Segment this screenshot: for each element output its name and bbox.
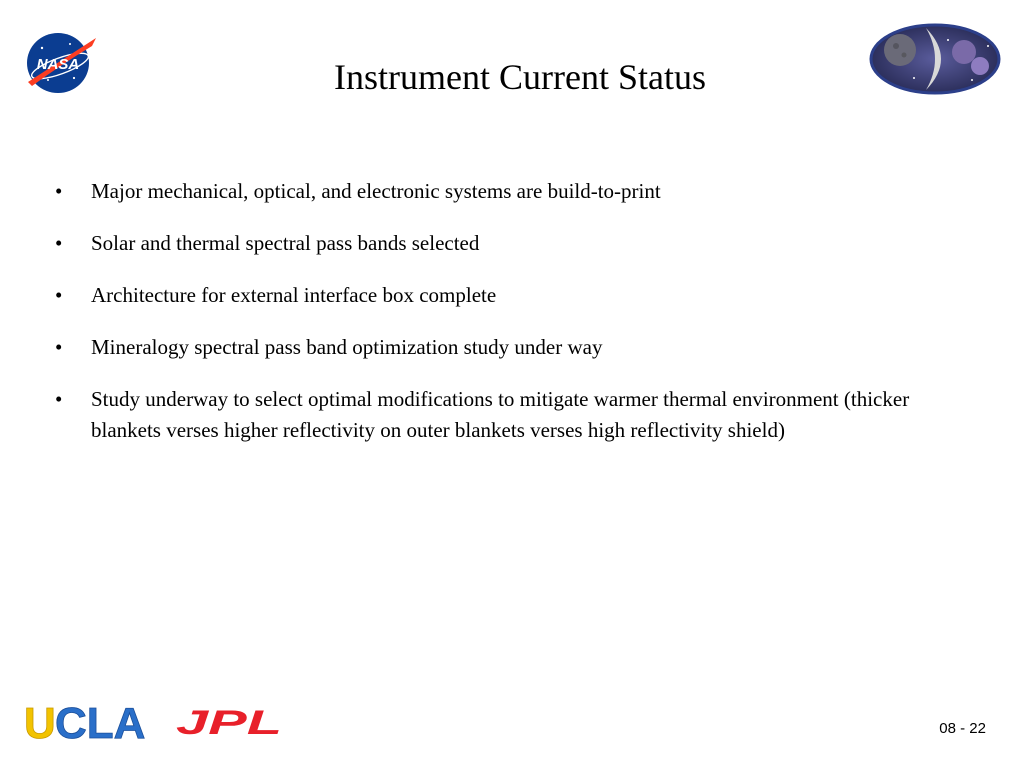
bullet-marker: • — [55, 231, 63, 255]
bullet-text: Study underway to select optimal modifications to mitigate warmer thermal environment (thicker blankets verses higher reflectivity on outer blankets verses high reflectivity shield) — [91, 387, 910, 442]
bullet-text: Architecture for external interface box complete — [91, 283, 497, 307]
bullet-marker: • — [55, 283, 63, 307]
bullet-item — [55, 228, 935, 259]
lunar-mission-emblem-icon — [868, 22, 1002, 96]
bullet-marker: • — [55, 387, 63, 411]
bullet-item — [55, 332, 935, 363]
jpl-logo-icon — [176, 707, 286, 737]
ucla-logo-u: U — [24, 700, 56, 744]
bullet-text: Mineralogy spectral pass band optimization study under way — [91, 335, 603, 359]
bullet-item — [55, 176, 935, 207]
bullet-marker: • — [55, 179, 63, 203]
bullet-item — [55, 280, 935, 311]
jpl-logo-text: JPL — [176, 707, 282, 737]
page-number: 08 - 22 — [939, 720, 986, 737]
bullet-list — [55, 176, 935, 467]
bullet-item — [55, 384, 935, 446]
ucla-logo-icon — [24, 700, 148, 744]
bullet-text: Major mechanical, optical, and electronic systems are build-to-print — [91, 179, 661, 203]
bullet-marker: • — [55, 335, 63, 359]
nasa-logo-text: NASA — [36, 56, 80, 73]
slide-title: Instrument Current Status — [334, 57, 706, 97]
bullet-text: Solar and thermal spectral pass bands selected — [91, 231, 480, 255]
ucla-logo-cla: CLA — [55, 700, 146, 744]
